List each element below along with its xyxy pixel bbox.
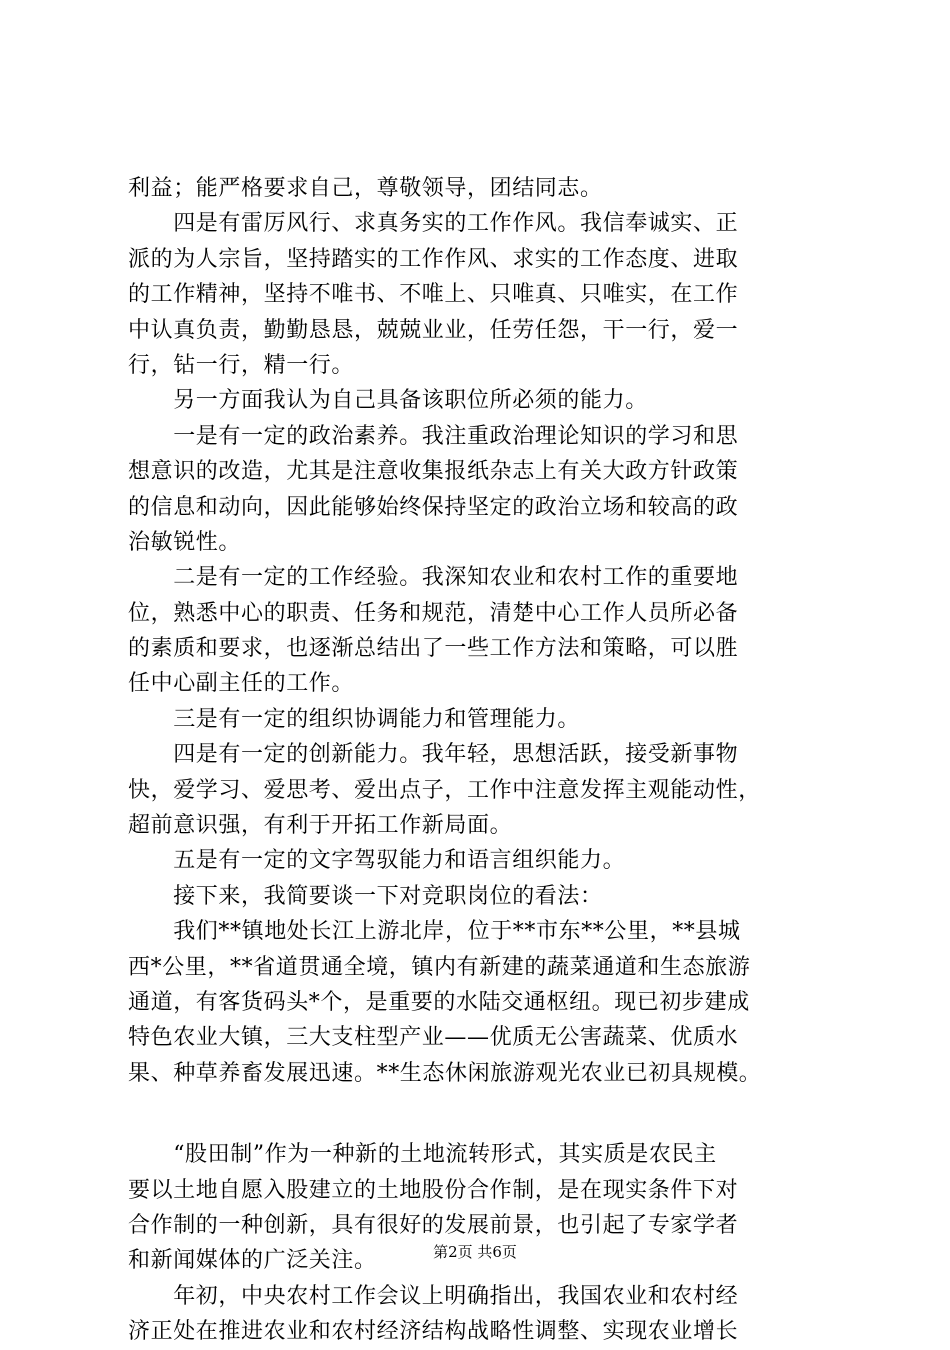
text-line: 一是有一定的政治素养。我注重政治理论知识的学习和思	[128, 423, 739, 449]
page-footer: 第2页 共6页	[433, 1243, 517, 1261]
text-line: 接下来，我简要谈一下对竞职岗位的看法：	[128, 883, 603, 909]
text-line: 另一方面我认为自己具备该职位所必须的能力。	[128, 388, 648, 414]
text-line: 四是有雷厉风行、求真务实的工作作风。我信奉诚实、正	[128, 211, 739, 237]
text-line: 利益；能严格要求自己，尊敬领导，团结同志。	[128, 176, 603, 201]
text-line: 济正处在推进农业和农村经济结构战略性调整、实现农业增长	[128, 1319, 739, 1345]
text-line	[128, 1091, 848, 1137]
text-line: 位，熟悉中心的职责、任务和规范，清楚中心工作人员所必备	[128, 600, 739, 626]
text-line: 的信息和动向，因此能够始终保持坚定的政治立场和较高的政	[128, 494, 739, 520]
text-line: 要以土地自愿入股建立的土地股份合作制，是在现实条件下对	[128, 1177, 739, 1203]
text-line: 我们**镇地处长江上游北岸，位于**市东**公里，**县城	[128, 919, 741, 945]
text-line: 年初，中央农村工作会议上明确指出，我国农业和农村经	[128, 1283, 739, 1309]
text-line: 二是有一定的工作经验。我深知农业和农村工作的重要地	[128, 565, 739, 591]
text-line: 派的为人宗旨，坚持踏实的工作作风、求实的工作态度、进取	[128, 246, 739, 272]
text-line: 任中心副主任的工作。	[128, 671, 355, 697]
text-line: 西*公里，**省道贯通全境，镇内有新建的蔬菜通道和生态旅游	[128, 954, 751, 980]
text-line: 合作制的一种创新，具有很好的发展前景，也引起了专家学者	[128, 1212, 739, 1238]
text-line: 通道，有客货码头*个，是重要的水陆交通枢纽。现已初步建成	[128, 989, 750, 1015]
document-body	[128, 171, 848, 1350]
text-line: 想意识的改造，尤其是注意收集报纸杂志上有关大政方针政策	[128, 459, 739, 485]
text-line: 中认真负责，勤勤恳恳，兢兢业业，任劳任怨，干一行，爱一	[128, 317, 739, 343]
text-line: 特色农业大镇，三大支柱型产业——优质无公害蔬菜、优质水	[128, 1025, 739, 1051]
text-line: 治敏锐性。	[128, 529, 242, 555]
text-line: 的工作精神，坚持不唯书、不唯上、只唯真、只唯实，在工作	[128, 282, 739, 308]
text-line: 果、种草养畜发展迅速。**生态休闲旅游观光农业已初具规模。	[128, 1060, 762, 1086]
text-line: 三是有一定的组织协调能力和管理能力。	[128, 706, 581, 732]
text-line: “股田制”作为一种新的土地流转形式，其实质是农民主	[128, 1142, 717, 1168]
text-line: 和新闻媒体的广泛关注。	[128, 1248, 377, 1274]
text-line: 四是有一定的创新能力。我年轻，思想活跃，接受新事物	[128, 742, 739, 768]
text-line: 快，爱学习、爱思考、爱出点子，工作中注意发挥主观能动性，	[128, 777, 761, 803]
text-line: 的素质和要求，也逐渐总结出了一些工作方法和策略，可以胜	[128, 636, 739, 662]
text-line: 行，钻一行，精一行。	[128, 352, 355, 378]
text-line: 超前意识强，有利于开拓工作新局面。	[128, 813, 513, 839]
text-line: 五是有一定的文字驾驭能力和语言组织能力。	[128, 848, 626, 874]
